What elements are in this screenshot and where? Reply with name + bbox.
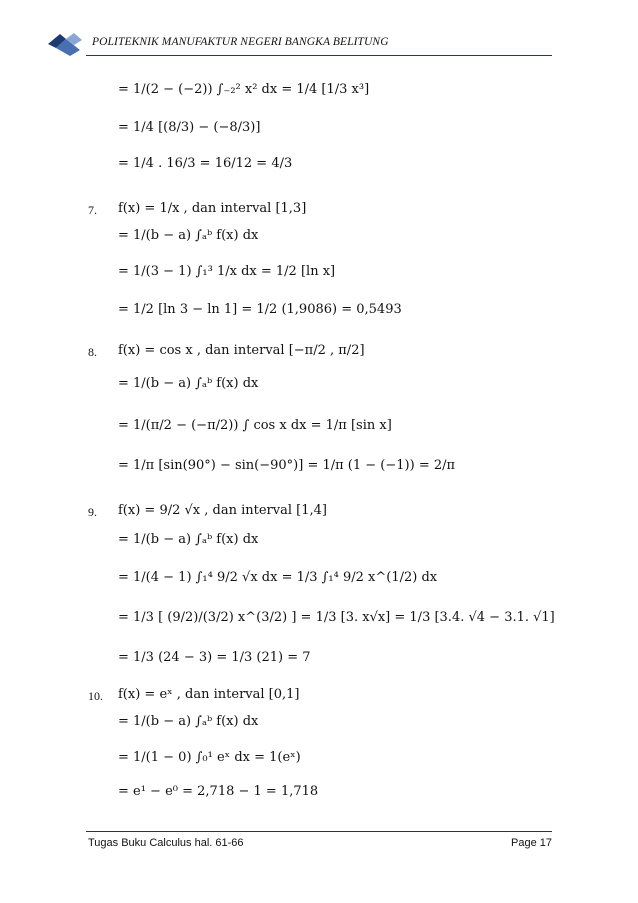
footer-document-title: Tugas Buku Calculus hal. 61-66 bbox=[88, 837, 244, 849]
institution-logo bbox=[46, 30, 84, 58]
continuation-line-2: = 1/4 [(8/3) − (−8/3)] bbox=[118, 120, 261, 135]
page-number: Page 17 bbox=[511, 837, 552, 849]
solution-line: = 1/π [sin(90°) − sin(−90°)] = 1/π (1 − (−1)) = 2/π bbox=[118, 458, 456, 473]
continuation-line-1: = 1/(2 − (−2)) ∫₋₂² x² dx = 1/4 [1/3 x³] bbox=[118, 82, 370, 97]
solution-line: = 1/(1 − 0) ∫₀¹ eˣ dx = 1(eˣ) bbox=[118, 750, 301, 765]
solution-line: = 1/(3 − 1) ∫₁³ 1/x dx = 1/2 [ln x] bbox=[118, 264, 336, 279]
problem-number: 9. bbox=[88, 505, 97, 519]
problem-number: 7. bbox=[88, 203, 97, 217]
solution-line: = e¹ − e⁰ = 2,718 − 1 = 1,718 bbox=[118, 784, 319, 799]
solution-line: = 1/(b − a) ∫ₐᵇ f(x) dx bbox=[118, 376, 259, 391]
problem-number: 8. bbox=[88, 345, 97, 359]
footer-divider bbox=[86, 831, 552, 832]
solution-line: = 1/(b − a) ∫ₐᵇ f(x) dx bbox=[118, 532, 259, 547]
problem-statement: f(x) = 9/2 √x , dan interval [1,4] bbox=[118, 503, 327, 518]
header-title: POLITEKNIK MANUFAKTUR NEGERI BANGKA BELITUNG bbox=[92, 36, 389, 48]
solution-line: = 1/(π/2 − (−π/2)) ∫ cos x dx = 1/π [sin x] bbox=[118, 418, 392, 433]
problem-statement: f(x) = eˣ , dan interval [0,1] bbox=[118, 687, 300, 702]
solution-line: = 1/(b − a) ∫ₐᵇ f(x) dx bbox=[118, 228, 259, 243]
continuation-line-3: = 1/4 . 16/3 = 16/12 = 4/3 bbox=[118, 156, 293, 171]
solution-line: = 1/3 [ (9/2)/(3/2) x^(3/2) ] = 1/3 [3. x√x] = 1/3 [3.4. √4 − 3.1. √1] bbox=[118, 610, 555, 625]
problem-statement: f(x) = 1/x , dan interval [1,3] bbox=[118, 201, 307, 216]
problem-statement: f(x) = cos x , dan interval [−π/2 , π/2] bbox=[118, 343, 365, 358]
problem-number: 10. bbox=[88, 689, 103, 703]
solution-line: = 1/2 [ln 3 − ln 1] = 1/2 (1,9086) = 0,5493 bbox=[118, 302, 402, 317]
solution-line: = 1/(4 − 1) ∫₁⁴ 9/2 √x dx = 1/3 ∫₁⁴ 9/2 x^(1/2) dx bbox=[118, 570, 438, 585]
header-divider bbox=[86, 55, 552, 56]
solution-line: = 1/3 (24 − 3) = 1/3 (21) = 7 bbox=[118, 650, 311, 665]
solution-line: = 1/(b − a) ∫ₐᵇ f(x) dx bbox=[118, 714, 259, 729]
